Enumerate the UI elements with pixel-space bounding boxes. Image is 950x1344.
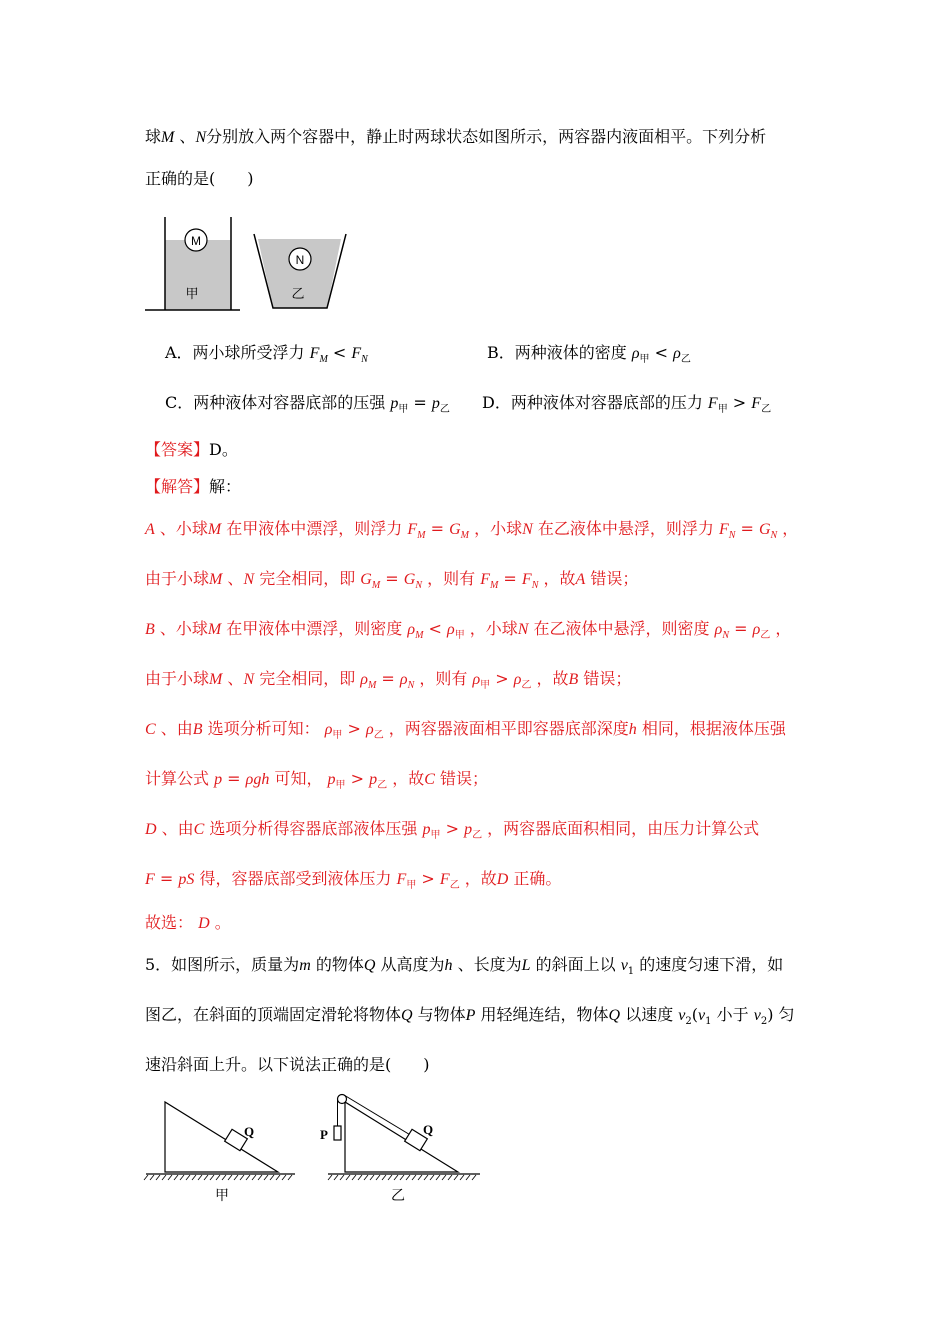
container-right-label: 乙 <box>291 287 305 302</box>
solution-line-8: F = pS 得，容器底部受到液体压力 $F_甲 > F_乙$ ，故D 正确。 <box>145 869 562 892</box>
block-q-right-label: Q <box>423 1122 434 1137</box>
block-p-label: P <box>320 1127 328 1142</box>
solution-line-1: A 、小球M 在甲液体中漂浮，则浮力 $F_M = G_M$ ，小球N 在乙液体中悬浮，则浮力 $F_N = G_N$ ， <box>145 519 799 542</box>
q4-containers-figure <box>140 212 440 322</box>
figure-left-label: 甲 <box>215 1188 229 1204</box>
q4-option-a: A．两小球所受浮力 $F_M < F_N$ <box>165 343 368 366</box>
solution-line-2: 由于小球M 、N 完全相同，即 $G_M = G_N$ ，则有 $F_M = F_N$ ，故A 错误； <box>145 569 639 592</box>
block-p <box>334 1126 341 1140</box>
answer-value: D。 <box>209 440 238 459</box>
block-q-left-label: Q <box>244 1124 255 1139</box>
container-left-label: 甲 <box>185 287 199 302</box>
q4-stem-line1: 球M 、N分别放入两个容器中，静止时两球状态如图所示，两容器内液面相平。下列分析 <box>145 127 767 146</box>
solution-line-6: 计算公式 p = ρgh 可知， $p_甲 > p_乙$ ，故C 错误； <box>145 769 488 792</box>
answer-line <box>145 437 238 460</box>
ball-m-label: M <box>191 234 201 248</box>
q4-option-c: C．两种液体对容器底部的压强 $p_甲 = p_乙$ <box>165 393 450 416</box>
solution-line-4: 由于小球M 、N 完全相同，即 $\rho_M = \rho_N$ ，则有 $\rho_甲 > \rho_乙$ ，故B 错误； <box>145 669 632 692</box>
q4-stem-line2: 正确的是( ) <box>145 169 254 188</box>
solution-intro: 解： <box>209 477 242 496</box>
q4-option-b: B．两种液体的密度 $\rho_甲 < \rho_乙$ <box>487 343 691 366</box>
solution-header <box>145 474 241 497</box>
incline-right <box>345 1102 458 1172</box>
solution-line-5: C 、由B 选项分析可知： $\rho_甲 > \rho_乙$ ，两容器液面相平即容器底部深度h 相同，根据液体压强 <box>145 719 786 742</box>
solution-conclusion: 故选： D 。 <box>145 913 231 932</box>
solution-line-3: B 、小球M 在甲液体中漂浮，则密度 $\rho_M < \rho_甲$ ，小球N 在乙液体中悬浮，则密度 $\rho_N = \rho_乙$ ， <box>145 619 792 642</box>
figure-right-label: 乙 <box>391 1188 405 1204</box>
solution-label: 【解答】 <box>145 477 210 496</box>
q5-stem-line1: 5．如图所示，质量为m 的物体Q 从高度为h 、长度为L 的斜面上以 $v_1$ 的速度匀速下滑，如 <box>145 955 784 978</box>
q5-stem-line3: 速沿斜面上升。以下说法正确的是( ) <box>145 1055 430 1074</box>
answer-label: 【答案】 <box>145 440 210 459</box>
ball-n-label: N <box>295 253 305 267</box>
q4-option-d: D．两种液体对容器底部的压力 $F_甲 > F_乙$ <box>482 393 772 416</box>
incline-left <box>165 1102 278 1172</box>
q5-stem-line2: 图乙，在斜面的顶端固定滑轮将物体Q 与物体P 用轻绳连结，物体Q 以速度 $v_2(v_1$ 小于 $v_2$) 匀 <box>145 1005 795 1028</box>
solution-line-7: D 、由C 选项分析得容器底部液体压强 $p_甲 > p_乙$ ，两容器底面积相同，由压力计算公式 <box>145 819 760 842</box>
q5-incline-figure <box>140 1090 500 1210</box>
